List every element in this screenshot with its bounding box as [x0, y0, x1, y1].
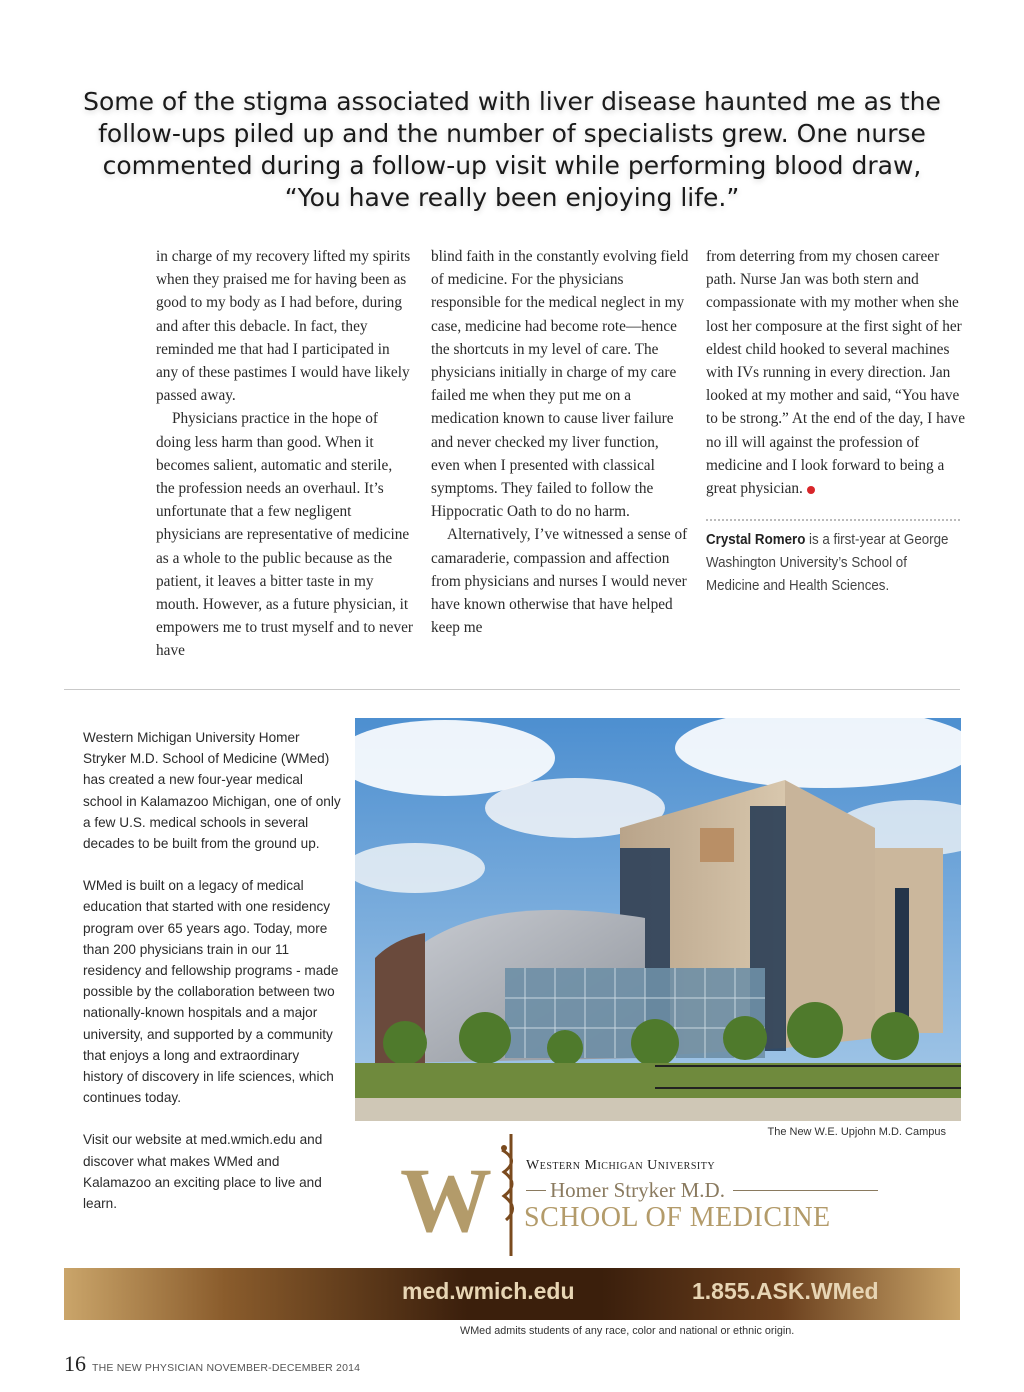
publication-name: THE NEW PHYSICIAN NOVEMBER-DECEMBER 2014: [92, 1362, 361, 1374]
author-bio: [706, 529, 964, 598]
end-of-article-icon: [807, 486, 815, 494]
website-link[interactable]: med.wmich.edu: [402, 1278, 575, 1304]
divider: [706, 519, 960, 521]
ad-paragraph: Visit our website at med.wmich.edu and discover what makes WMed and Kalamazoo an exciting place to live and learn.: [83, 1132, 323, 1212]
school-logo: [400, 1130, 900, 1260]
article-paragraph: Alternatively, I’ve witnessed a sense of camaraderie, compassion and affection from physicians and nurses I would never have known otherwise that have helped keep me: [431, 526, 688, 637]
article-paragraph: Physicians practice in the hope of doing less harm than good. When it becomes salient, automatic and sterile, the profession needs an overhaul. It’s unfortunate that a few negligent physicians are representative of medicine as a whole to the public because as the patient, it leaves a bitter taste in my mouth. However, as a future physician, it empowers me to trust myself and to never have: [156, 410, 414, 660]
admissions-disclaimer: WMed admits students of any race, color and national or ethnic origin.: [460, 1325, 795, 1337]
photo-caption: The New W.E. Upjohn M.D. Campus: [767, 1126, 946, 1138]
author-name: Crystal Romero: [706, 532, 806, 549]
article-paragraph: in charge of my recovery lifted my spirits when they praised me for having been as good to my body as I had before, during and after this debacle. In fact, they reminded me that had I participated in any of these pastimes I would have likely passed away.: [156, 248, 411, 405]
section-divider: [64, 689, 960, 690]
pull-quote-line: “You have really been enjoying life.”: [284, 183, 740, 212]
phone-number[interactable]: 1.855.ASK.WMed: [692, 1278, 879, 1304]
ad-paragraph: Western Michigan University Homer Stryker M.D. School of Medicine (WMed) has created a new four-year medical school in Kalamazoo Michigan, one of only a few U.S. medical schools in several decades to be built from the ground up.: [83, 730, 341, 852]
logo-school: SCHOOL OF MEDICINE: [524, 1202, 831, 1233]
contact-bar: [64, 1268, 960, 1320]
campus-photo: [355, 718, 961, 1121]
pull-quote-line: commented during a follow-up visit while performing blood draw,: [102, 151, 922, 180]
logo-homer-stryker-text: Homer Stryker M.D.: [550, 1178, 725, 1202]
ad-body: [83, 727, 341, 1235]
article-paragraph: [706, 245, 966, 500]
article-column-3: [706, 245, 966, 598]
article-column-2: [431, 245, 689, 639]
author-bio-text: is a first-year at George Washington University’s School of Medicine and Health Sciences.: [706, 532, 949, 595]
page-number: 16: [64, 1351, 86, 1376]
pull-quote: [60, 86, 964, 214]
article-column-1: [156, 245, 414, 663]
article-paragraph-text: from deterring from my chosen career path. Nurse Jan was both stern and compassionate with my mother when she lost her composure at the first sight of her eldest child hooked to several machines with IVs running in every direction. Jan looked at my mother and said, “You have to be strong.” At the end of the day, I have no ill will against the profession of medicine and I look forward to being a great physician.: [706, 248, 965, 498]
article-paragraph: blind faith in the constantly evolving field of medicine. For the physicians responsible for the medical neglect in my case, medicine had become rote—hence the shortcuts in my level of care. The physicians initially in charge of my care failed me when they put me on a medication known to cause liver failure and never checked my liver function, even when I presented with classical symptoms. They failed to follow the Hippocratic Oath to do no harm.: [431, 248, 689, 521]
pull-quote-line: Some of the stigma associated with liver disease haunted me as the: [83, 87, 941, 116]
page-footer: [64, 1351, 360, 1377]
logo-homer-stryker: [526, 1178, 878, 1203]
caduceus-icon: [496, 1130, 526, 1258]
logo-university: Western Michigan University: [526, 1158, 716, 1173]
ad-paragraph: WMed is built on a legacy of medical education that started with one residency program over 65 years ago. Today, more than 200 physicians train in our 11 residency and fellowship programs - made possible by the collaboration between two nationally-known hospitals and a major university, and supported by a community that enjoys a long and extraordinary history of discovery in life sciences, which continues today.: [83, 878, 339, 1106]
logo-w-mark: W: [400, 1149, 488, 1251]
pull-quote-line: follow-ups piled up and the number of specialists grew. One nurse: [98, 119, 926, 148]
